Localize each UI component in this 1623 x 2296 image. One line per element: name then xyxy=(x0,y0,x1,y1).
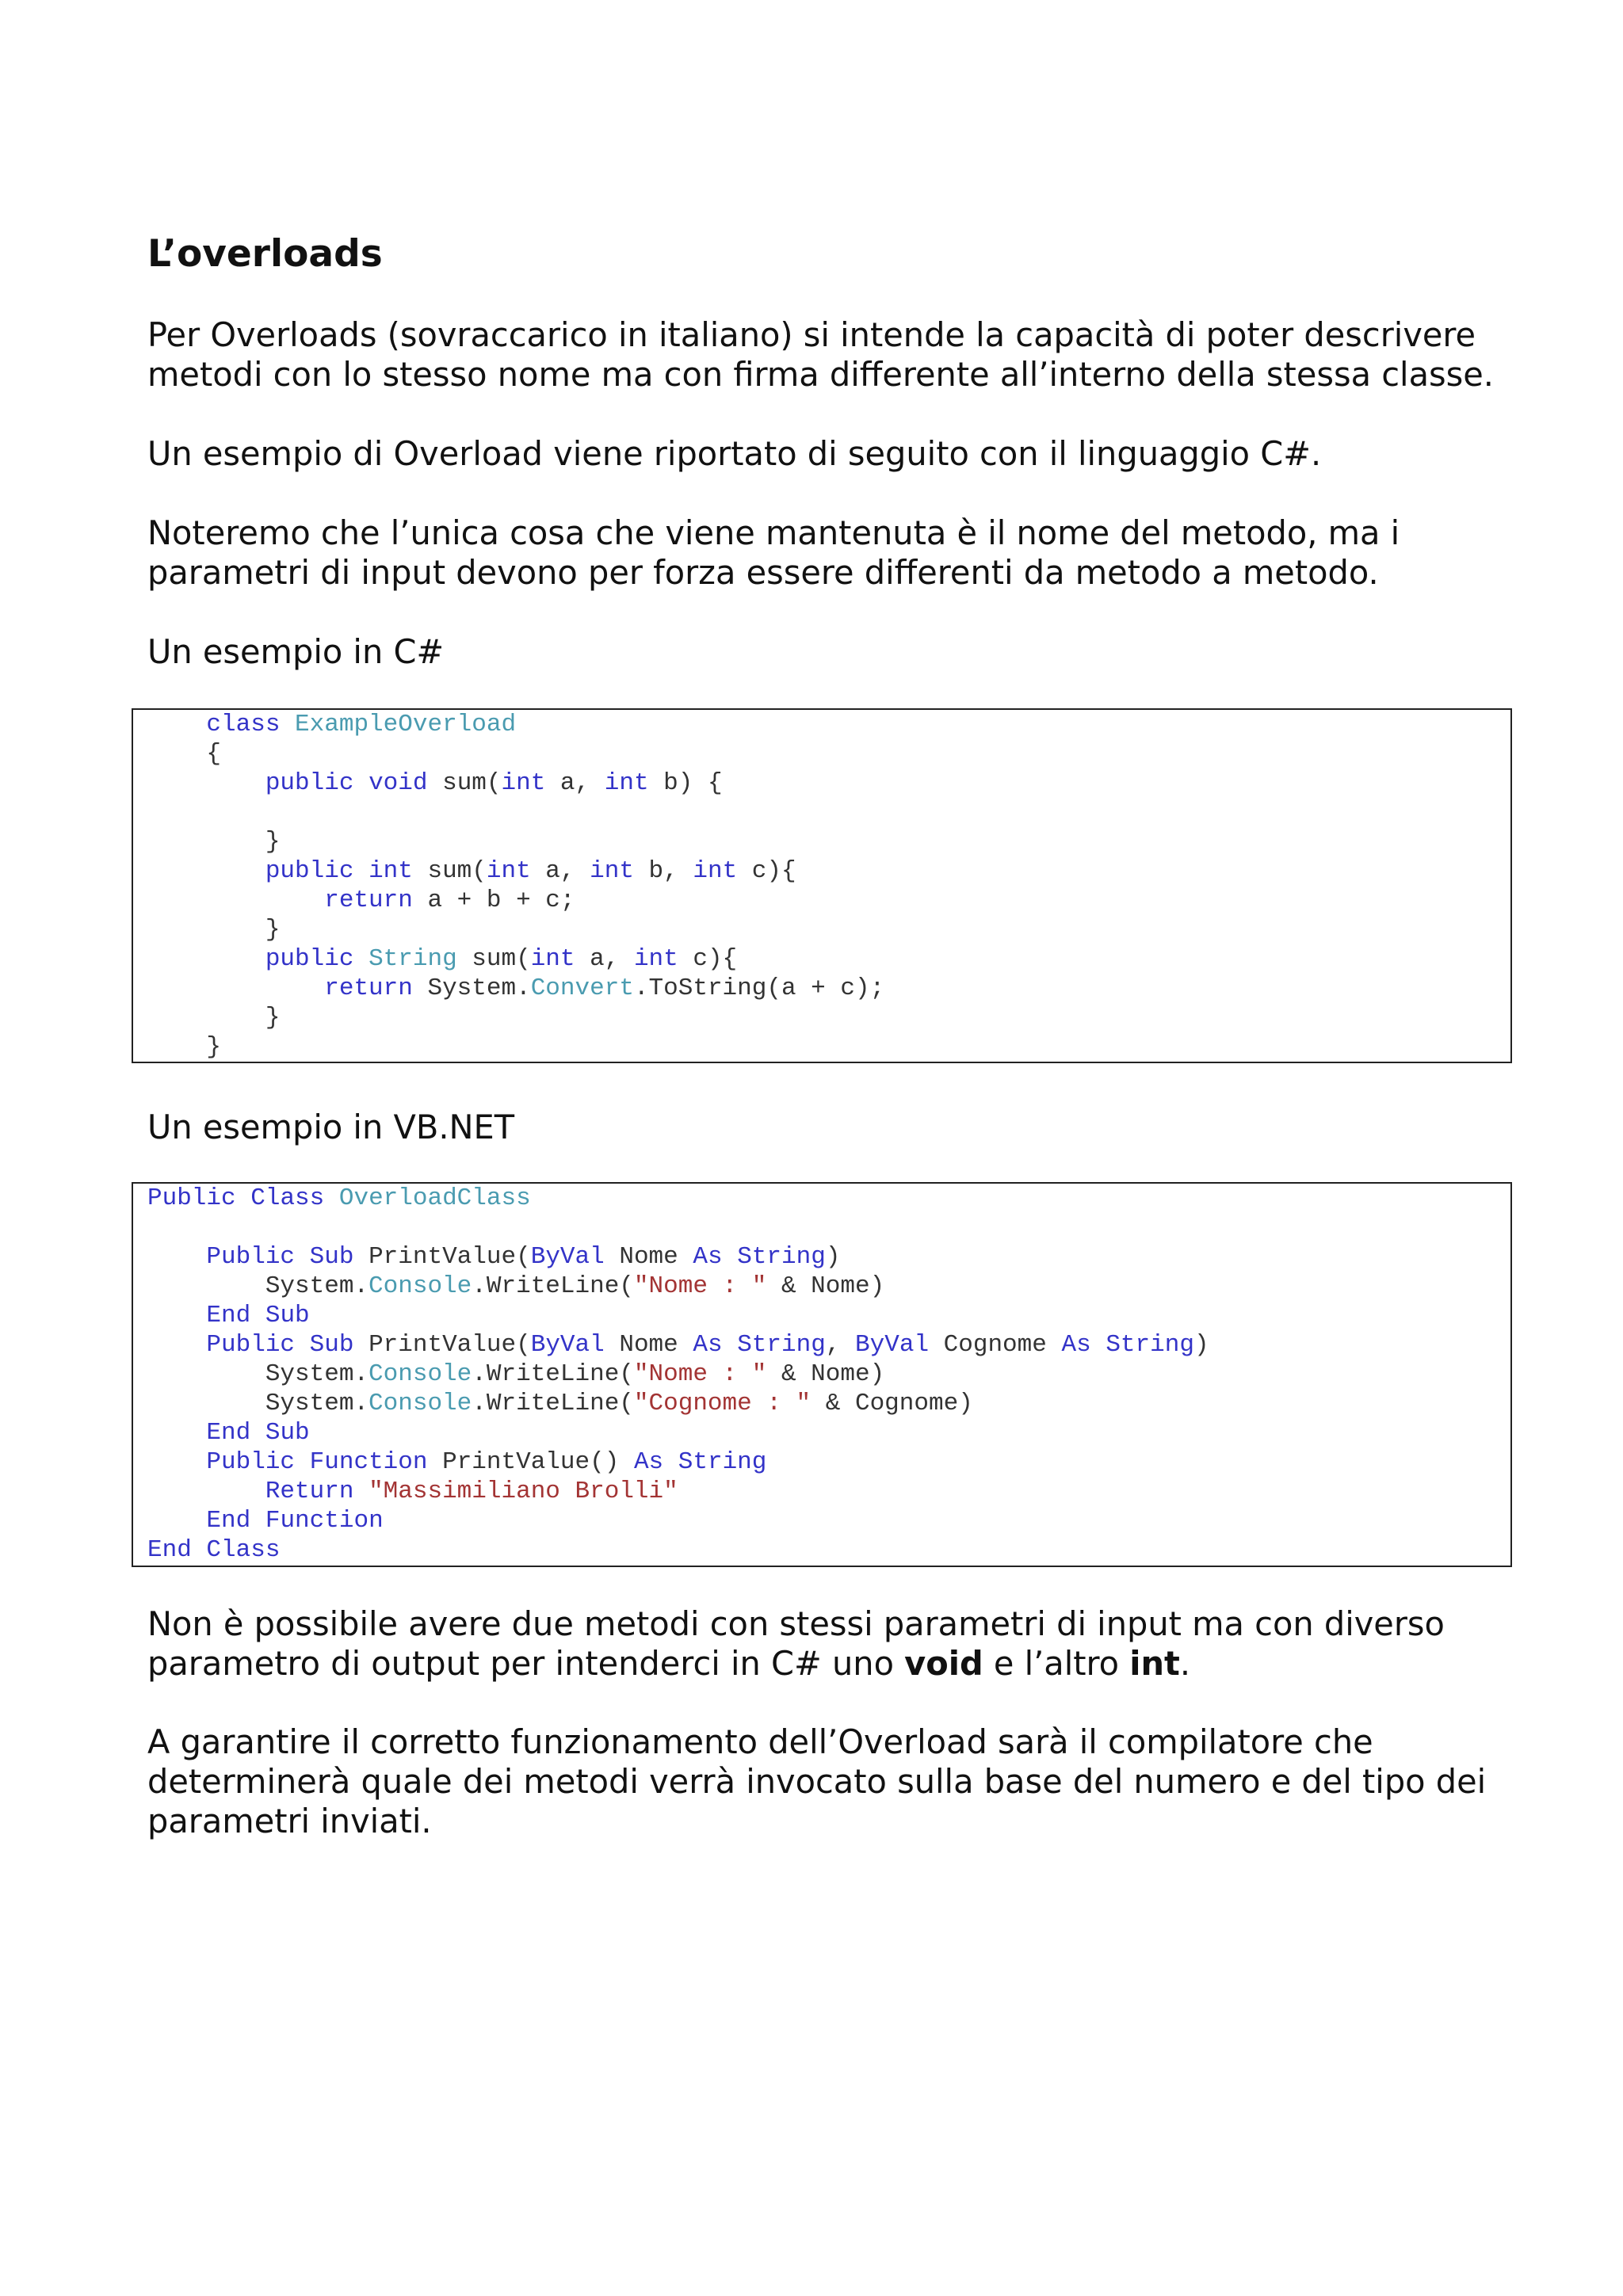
code-token: String xyxy=(737,1243,826,1271)
vbnet-code-line xyxy=(147,1301,1510,1330)
code-token xyxy=(353,945,369,973)
code-token: Sub xyxy=(265,1419,310,1447)
code-token: As xyxy=(633,1448,664,1476)
code-token: PrintValue( xyxy=(353,1243,531,1271)
code-token: int xyxy=(369,857,413,885)
code-token: .WriteLine( xyxy=(472,1390,634,1417)
code-token: return xyxy=(324,974,413,1002)
code-token: b, xyxy=(633,857,693,885)
code-token: , xyxy=(825,1331,856,1359)
csharp-code-line xyxy=(147,739,1510,769)
csharp-code-line xyxy=(147,1003,1510,1032)
code-token: Console xyxy=(369,1360,472,1388)
code-token: public xyxy=(265,857,354,885)
csharp-code xyxy=(133,710,1510,1062)
outro-paragraph-2: A garantire il corretto funzionamento dell’Overload sarà il compilatore che determinerà quale dei metodi verrà invocato sulla base del numero e del tipo dei parametri inviati. xyxy=(147,1722,1487,1840)
code-token: sum( xyxy=(427,769,502,797)
csharp-code-block xyxy=(132,708,1512,1063)
code-token: public xyxy=(265,769,354,797)
code-token: Class xyxy=(250,1184,325,1212)
code-token: sum( xyxy=(456,945,531,973)
vbnet-code-line xyxy=(147,1242,1510,1272)
vbnet-code-line xyxy=(147,1360,1510,1389)
code-token: } xyxy=(147,916,281,944)
code-token: Public xyxy=(206,1331,296,1359)
vbnet-code-line xyxy=(147,1535,1510,1565)
vbnet-code-line xyxy=(147,1213,1510,1242)
vbnet-heading: Un esempio in VB.NET xyxy=(147,1108,515,1146)
void-keyword: void xyxy=(904,1644,983,1683)
code-token xyxy=(353,769,369,797)
code-token: Class xyxy=(206,1536,281,1564)
code-token xyxy=(147,1507,206,1535)
csharp-code-line xyxy=(147,974,1510,1003)
vbnet-code-block xyxy=(132,1182,1512,1567)
vbnet-code-line xyxy=(147,1389,1510,1418)
code-token: a, xyxy=(545,769,605,797)
code-token: As xyxy=(1061,1331,1091,1359)
code-token xyxy=(324,1184,339,1212)
vbnet-code-line xyxy=(147,1272,1510,1301)
code-token: ) xyxy=(825,1243,841,1271)
code-token xyxy=(236,1184,251,1212)
code-token: } xyxy=(147,1004,281,1032)
code-token xyxy=(147,857,265,885)
code-token: } xyxy=(147,828,281,856)
code-token: PrintValue( xyxy=(353,1331,531,1359)
code-token: Public xyxy=(147,1184,236,1212)
code-token: Sub xyxy=(265,1302,310,1329)
code-token: return xyxy=(324,887,413,914)
code-token: End xyxy=(147,1536,192,1564)
code-token xyxy=(147,1331,206,1359)
code-token: int xyxy=(590,857,634,885)
vbnet-code-line xyxy=(147,1447,1510,1477)
code-token: .WriteLine( xyxy=(472,1360,634,1388)
outro-text-a: Non è possibile avere due metodi con stessi parametri di input ma con diverso parametro di output per intenderci in C# uno xyxy=(147,1604,1445,1683)
vbnet-code-line xyxy=(147,1477,1510,1506)
code-token: String xyxy=(1106,1331,1194,1359)
code-token: System. xyxy=(412,974,531,1002)
intro-paragraph-3: Noteremo che l’unica cosa che viene mantenuta è il nome del metodo, ma i parametri di input devono per forza essere differenti da metodo a metodo. xyxy=(147,513,1400,592)
code-token: Sub xyxy=(309,1331,354,1359)
code-token: ByVal xyxy=(855,1331,930,1359)
code-token: c){ xyxy=(737,857,796,885)
code-token xyxy=(295,1331,310,1359)
code-token: ExampleOverload xyxy=(295,711,517,738)
code-token: "Cognome : " xyxy=(633,1390,812,1417)
csharp-code-line xyxy=(147,1032,1510,1062)
code-token xyxy=(723,1243,738,1271)
code-token: { xyxy=(147,740,222,768)
code-token xyxy=(147,1302,206,1329)
code-token: int xyxy=(693,857,738,885)
csharp-code-line xyxy=(147,856,1510,886)
code-token: "Nome : " xyxy=(633,1272,767,1300)
code-token xyxy=(192,1536,207,1564)
code-token: int xyxy=(530,945,575,973)
intro-paragraph-1: Per Overloads (sovraccarico in italiano) si intende la capacità di poter descrivere metodi con lo stesso nome ma con firma differente all’interno della stessa classe. xyxy=(147,315,1494,394)
code-token: b) { xyxy=(648,769,723,797)
code-token: Return xyxy=(265,1478,354,1505)
code-token xyxy=(280,711,295,738)
code-token: .ToString(a + c); xyxy=(633,974,885,1002)
code-token xyxy=(663,1448,678,1476)
code-token: Console xyxy=(369,1272,472,1300)
code-token xyxy=(147,974,324,1002)
code-token: OverloadClass xyxy=(338,1184,531,1212)
outro-text-b: e l’altro xyxy=(983,1644,1130,1683)
code-token: Convert xyxy=(530,974,634,1002)
code-token: int xyxy=(604,769,649,797)
code-token: Nome xyxy=(604,1243,693,1271)
code-token xyxy=(147,769,265,797)
csharp-code-line xyxy=(147,710,1510,739)
code-token: a, xyxy=(575,945,634,973)
code-token xyxy=(723,1331,738,1359)
code-token: } xyxy=(147,1033,222,1061)
code-token: System. xyxy=(147,1390,369,1417)
code-token: & Nome) xyxy=(766,1360,885,1388)
code-token: String xyxy=(737,1331,826,1359)
outro-text-c: . xyxy=(1179,1644,1191,1683)
page-title: L’overloads xyxy=(147,232,383,276)
code-token xyxy=(353,857,369,885)
code-token: Function xyxy=(309,1448,428,1476)
code-token: Sub xyxy=(309,1243,354,1271)
code-token: System. xyxy=(147,1360,369,1388)
code-token xyxy=(147,887,324,914)
code-token: "Massimiliano Brolli" xyxy=(369,1478,678,1505)
code-token xyxy=(147,945,265,973)
code-token: System. xyxy=(147,1272,369,1300)
code-token: a, xyxy=(530,857,590,885)
code-token xyxy=(1091,1331,1106,1359)
code-token: Public xyxy=(206,1448,296,1476)
vbnet-code-line xyxy=(147,1330,1510,1360)
code-token: End xyxy=(206,1507,251,1535)
code-token xyxy=(250,1507,265,1535)
code-token: int xyxy=(633,945,678,973)
code-token xyxy=(295,1243,310,1271)
code-token: Cognome xyxy=(929,1331,1062,1359)
code-token: As xyxy=(693,1331,723,1359)
code-token: Nome xyxy=(604,1331,693,1359)
code-token: int xyxy=(486,857,531,885)
code-token xyxy=(147,1478,265,1505)
code-token: int xyxy=(501,769,546,797)
code-token: ByVal xyxy=(530,1331,605,1359)
code-token: sum( xyxy=(412,857,487,885)
code-token: ) xyxy=(1193,1331,1209,1359)
code-token: c){ xyxy=(678,945,738,973)
code-token: ByVal xyxy=(530,1243,605,1271)
code-token xyxy=(147,1243,206,1271)
code-token: Public xyxy=(206,1243,296,1271)
code-token xyxy=(147,711,206,738)
code-token: PrintValue() xyxy=(427,1448,634,1476)
code-token: & Nome) xyxy=(766,1272,885,1300)
code-token: "Nome : " xyxy=(633,1360,767,1388)
code-token: End xyxy=(206,1302,251,1329)
intro-paragraph-2: Un esempio di Overload viene riportato di seguito con il linguaggio C#. xyxy=(147,434,1322,473)
csharp-code-line xyxy=(147,798,1510,827)
csharp-code-line xyxy=(147,827,1510,856)
outro-paragraph-1 xyxy=(147,1604,1495,1684)
csharp-code-line xyxy=(147,769,1510,798)
code-token xyxy=(250,1302,265,1329)
code-token: As xyxy=(693,1243,723,1271)
code-token: public xyxy=(265,945,354,973)
csharp-heading: Un esempio in C# xyxy=(147,632,445,671)
vbnet-code xyxy=(133,1184,1510,1565)
code-token xyxy=(353,1478,369,1505)
code-token xyxy=(295,1448,310,1476)
code-token: & Cognome) xyxy=(811,1390,973,1417)
csharp-code-line xyxy=(147,944,1510,974)
code-token: Console xyxy=(369,1390,472,1417)
code-token: String xyxy=(369,945,457,973)
vbnet-code-line xyxy=(147,1184,1510,1213)
code-token: .WriteLine( xyxy=(472,1272,634,1300)
code-token: void xyxy=(369,769,428,797)
code-token: a + b + c; xyxy=(412,887,575,914)
code-token: String xyxy=(678,1448,767,1476)
code-token: Function xyxy=(265,1507,384,1535)
vbnet-code-line xyxy=(147,1418,1510,1447)
code-token: End xyxy=(206,1419,251,1447)
code-token: class xyxy=(206,711,281,738)
vbnet-code-line xyxy=(147,1506,1510,1535)
csharp-code-line xyxy=(147,886,1510,915)
code-token xyxy=(250,1419,265,1447)
code-token xyxy=(147,1419,206,1447)
csharp-code-line xyxy=(147,915,1510,944)
code-token xyxy=(147,1448,206,1476)
int-keyword: int xyxy=(1129,1644,1180,1683)
